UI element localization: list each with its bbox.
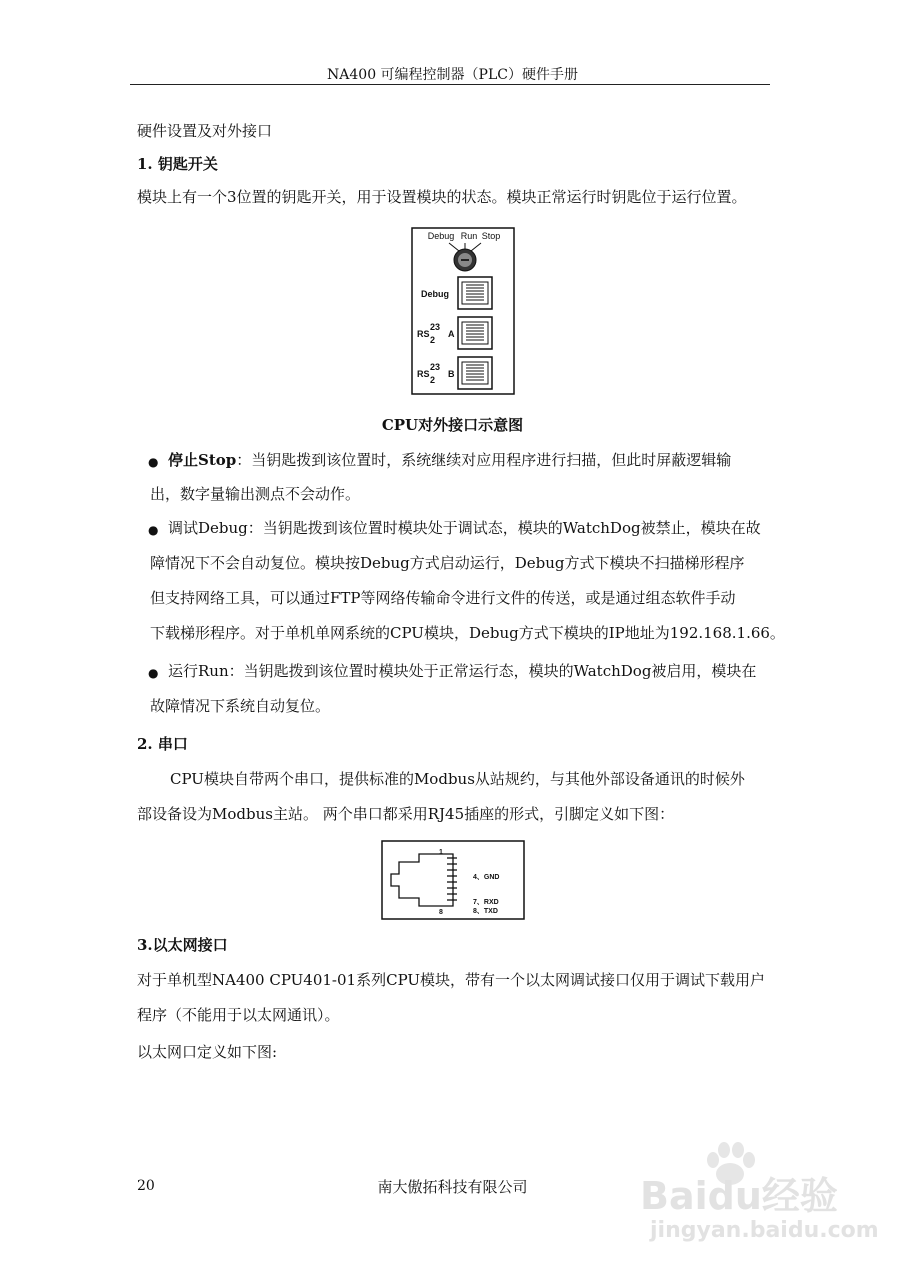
pin-txd-label: 8、TXD [473,908,498,915]
port-a-letter: A [448,329,455,339]
bullet-dot: ● [148,523,159,537]
bullet-dot: ● [148,666,159,680]
bullet-stop-label: 停止Stop [168,451,237,469]
bullet-debug [168,518,761,538]
bullet-stop [168,450,731,470]
bullet-run-line-1: ：当钥匙拨到该位置时模块处于正常运行态，模块的WatchDog被启用，模块在 [228,662,757,680]
port-b-letter: B [448,369,455,379]
pin-rxd-label: 7、RXD [473,899,499,906]
section-title: 硬件设置及对外接口 [137,122,273,140]
bullet-dot: ● [148,455,159,469]
serial-para-line-1: CPU模块自带两个串口，提供标准的Modbus从站规约，与其他外部设备通讯的时候外 [170,770,745,788]
bullet-run-label: 运行Run [168,662,229,680]
pin-1-label: 1 [439,849,443,856]
bullet-debug-line-3: 但支持网络工具，可以通过FTP等网络传输命令进行文件的传送，或是通过组态软件手动 [150,589,736,607]
figure-caption: CPU对外接口示意图 [381,416,524,434]
key-label-run: Run [460,231,478,241]
pin-8-label: 8 [439,909,443,916]
rj45-debug-icon [458,277,492,309]
ethernet-para-line-1: 对于单机型NA400 CPU401-01系列CPU模块，带有一个以太网调试接口仅用于调试下载用户 [137,971,766,989]
rj45-pinout-diagram [381,840,525,920]
key-switch-intro: 模块上有一个3位置的钥匙开关，用于设置模块的状态。模块正常运行时钥匙位于运行位置。 [137,188,747,206]
bullet-debug-line-2: 障情况下不会自动复位。模块按Debug方式启动运行，Debug方式下模块不扫描梯形程序 [150,554,745,572]
key-label-stop: Stop [481,231,501,241]
port-b-sub: 2 [430,375,436,385]
bullet-run [168,661,756,681]
ethernet-heading: 3.以太网接口 [137,936,228,954]
bullet-stop-line-2: 出，数字量输出测点不会动作。 [150,485,361,503]
port-b-rs: RS [417,369,430,379]
port-debug-label: Debug [421,289,449,299]
rj45-port-a-icon [458,317,492,349]
pin-gnd-label: 4、GND [473,874,500,881]
serial-para-line-2: 部设备设为Modbus主站。 两个串口都采用RJ45插座的形式，引脚定义如下图： [137,805,675,823]
ethernet-definition: 以太网口定义如下图: [137,1043,278,1061]
bullet-debug-line-1: ：当钥匙拨到该位置时模块处于调试态，模块的WatchDog被禁止，模块在故 [247,519,761,537]
cpu-interface-diagram [411,227,515,395]
watermark-brand: Baidu经验 [640,1174,838,1218]
bullet-debug-label: 调试Debug [168,519,248,537]
key-switch-heading: 1. 钥匙开关 [137,155,218,173]
rj45-port-b-icon [458,357,492,389]
footer-company: 南大傲拓科技有限公司 [377,1178,528,1196]
bullet-debug-line-4: 下载梯形程序。对于单机单网系统的CPU模块，Debug方式下模块的IP地址为192.168.1.66。 [150,624,785,642]
bullet-run-line-2: 故障情况下系统自动复位。 [150,697,331,715]
header-rule [130,84,770,85]
bullet-stop-line-1: ：当钥匙拨到该位置时，系统继续对应用程序进行扫描，但此时屏蔽逻辑输 [236,451,732,469]
ethernet-para-line-2: 程序（不能用于以太网通讯）。 [137,1006,340,1024]
port-a-rs: RS [417,329,430,339]
running-header: NA400 可编程控制器（PLC）硬件手册 [327,67,578,83]
rj45-socket-icon [391,854,453,906]
port-a-sub: 2 [430,335,436,345]
page-number: 20 [137,1178,155,1194]
serial-heading: 2. 串口 [137,735,188,753]
key-label-debug: Debug [427,231,455,241]
port-b-sup: 23 [430,362,441,372]
watermark-url: jingyan.baidu.com [650,1218,879,1243]
port-a-sup: 23 [430,322,441,332]
